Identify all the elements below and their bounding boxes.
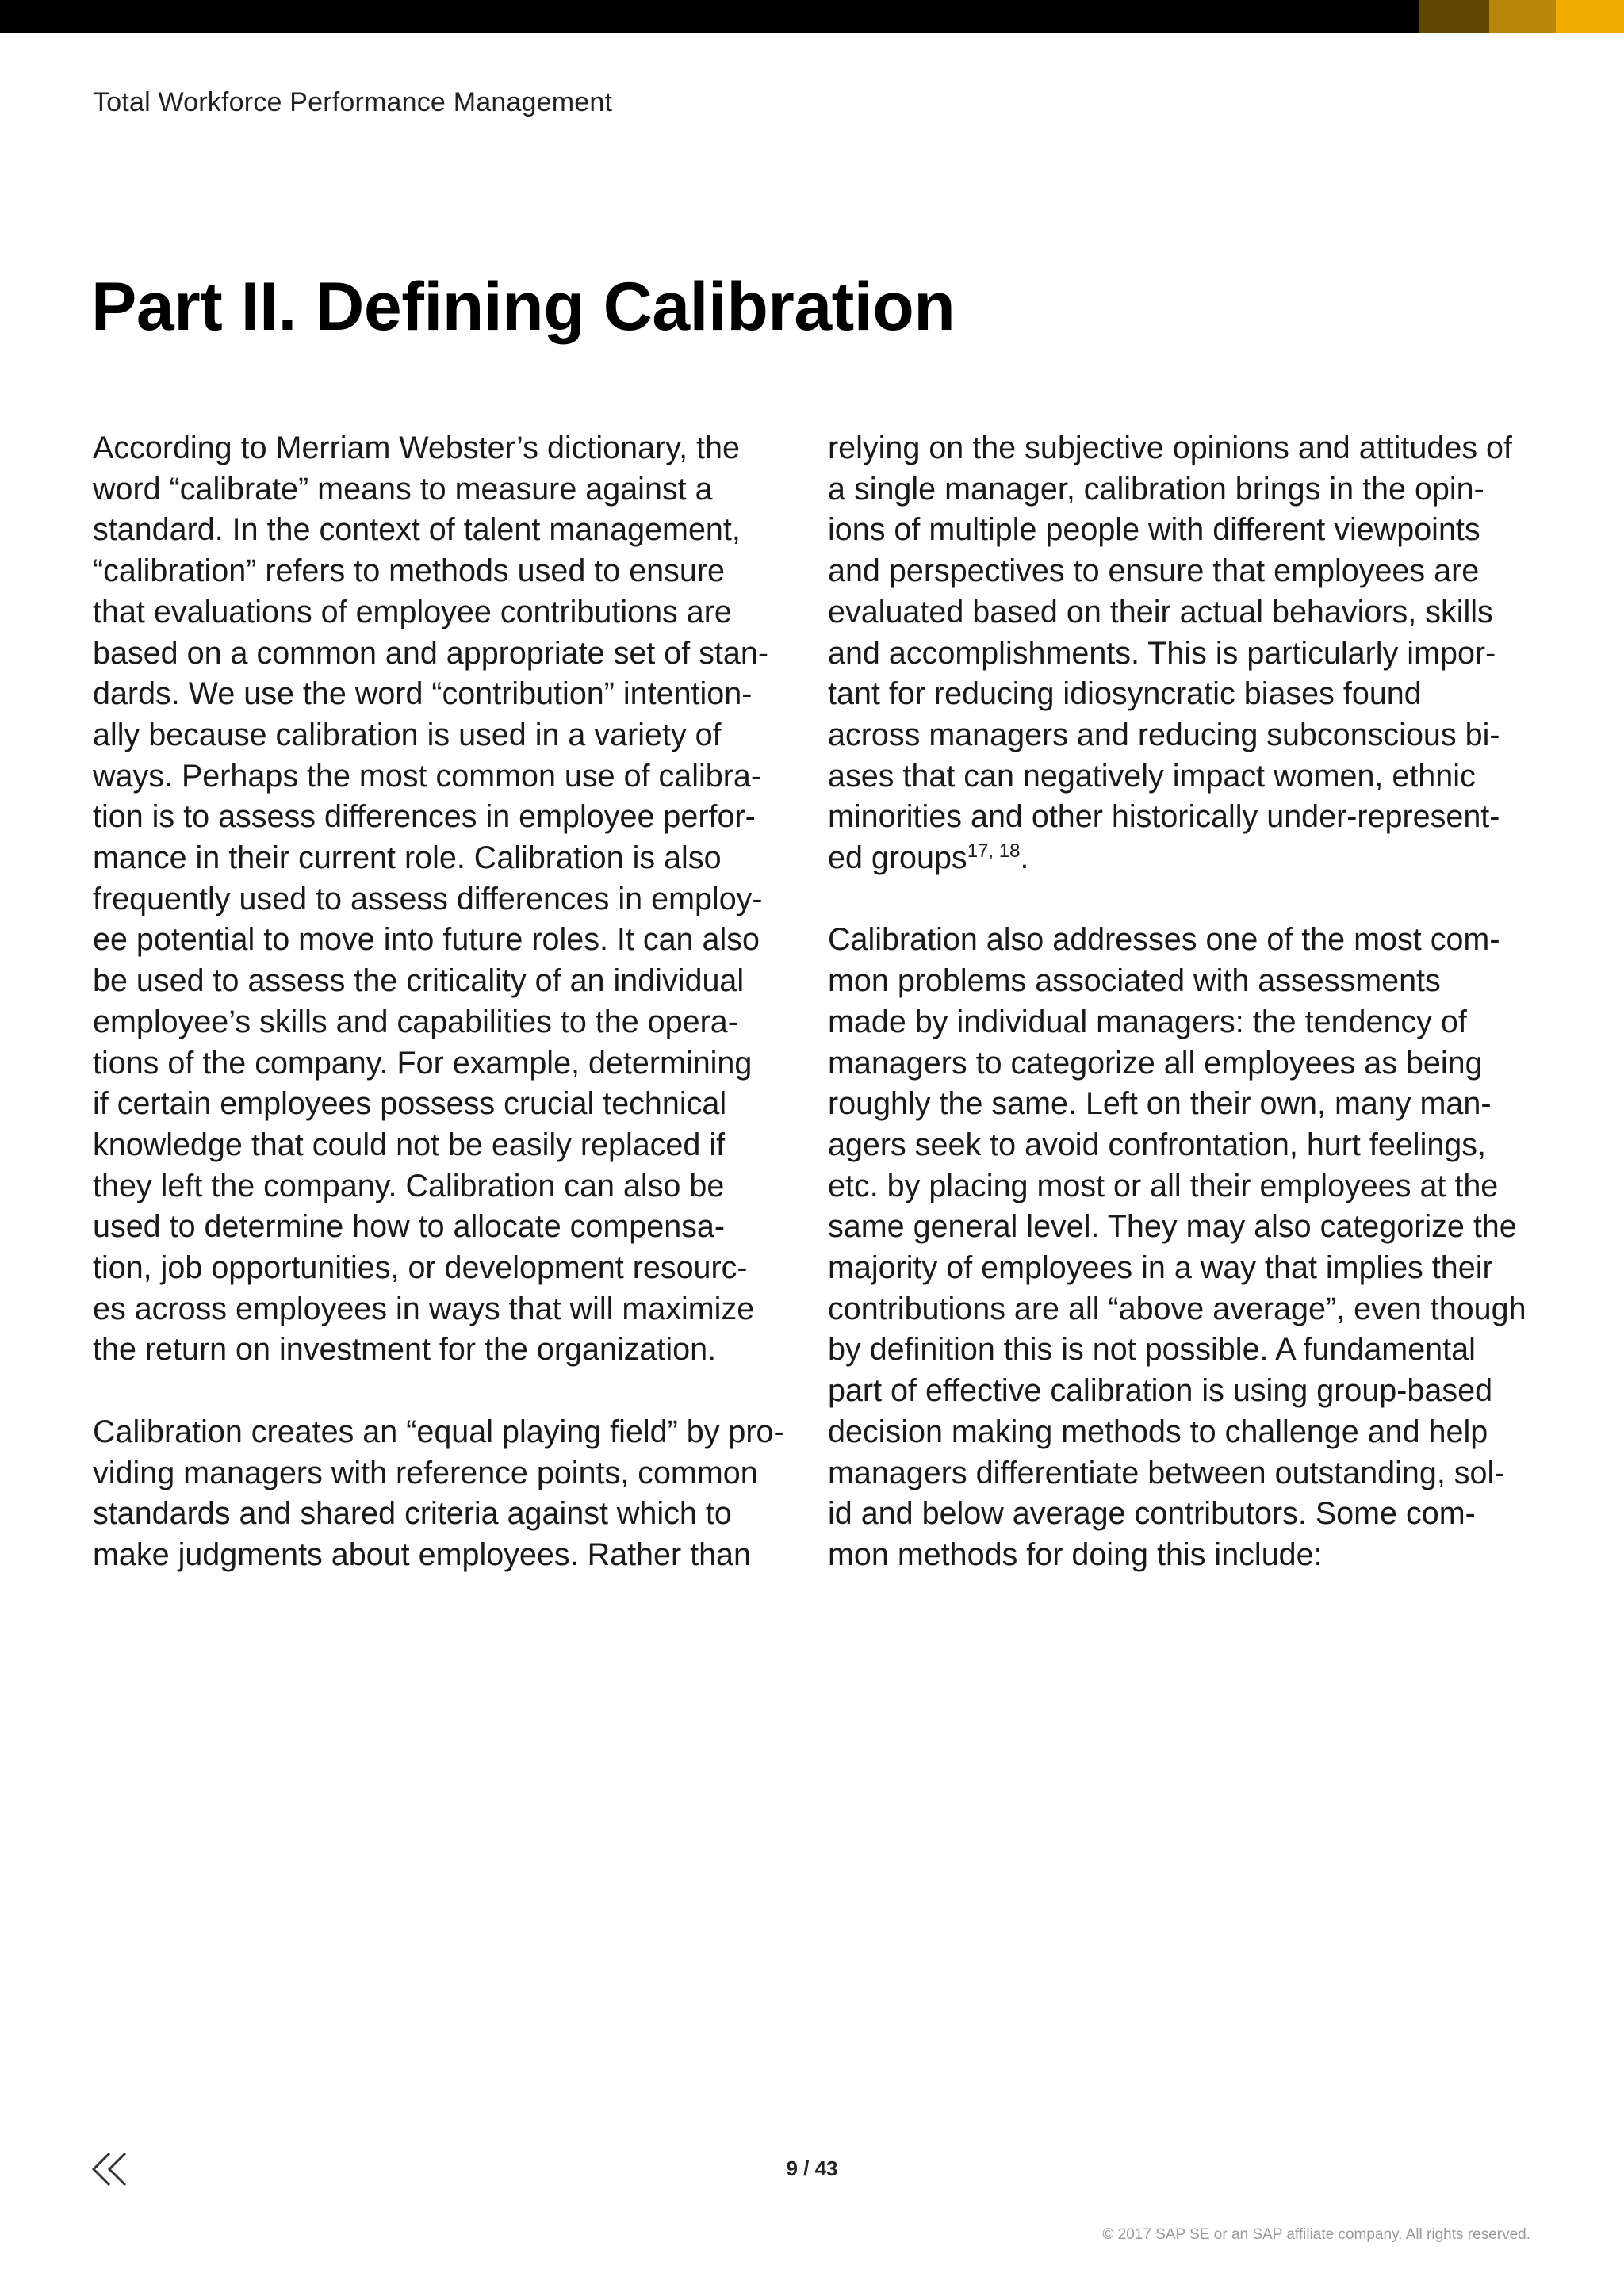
text-line: roughly the same. Left on their own, many man-	[828, 1086, 1492, 1122]
text-line: the return on investment for the organization.	[93, 1332, 717, 1368]
text-line: tant for reducing idiosyncratic biases found	[828, 676, 1422, 712]
text-line: make judgments about employees. Rather than	[93, 1536, 751, 1572]
paragraph-gap	[828, 879, 1534, 920]
text-line: dards. We use the word “contribution” intention-	[93, 676, 753, 712]
text-line: relying on the subjective opinions and attitudes of	[828, 430, 1512, 465]
text-line: and perspectives to ensure that employees are	[828, 553, 1480, 589]
accent-segment-2	[1489, 0, 1556, 33]
text-line: and accomplishments. This is particularly impor-	[828, 635, 1496, 671]
text-line: used to determine how to allocate compensa-	[93, 1209, 726, 1245]
text-line: by definition this is not possible. A fundamental	[828, 1332, 1476, 1368]
text-line: tion is to assess differences in employee perfor-	[93, 799, 756, 835]
text-line: they left the company. Calibration can also be	[93, 1168, 725, 1203]
top-color-bar	[0, 0, 1624, 33]
right-column	[828, 428, 1534, 1576]
text-line: “calibration” refers to methods used to ensure	[93, 553, 725, 589]
footnote-references[interactable]: 17, 18	[967, 840, 1021, 863]
text-line: ways. Perhaps the most common use of calibra-	[93, 758, 762, 794]
accent-segment-1	[1419, 0, 1489, 33]
text-line: etc. by placing most or all their employees at the	[828, 1168, 1499, 1203]
text-line: based on a common and appropriate set of stan-	[93, 635, 768, 671]
text-line: if certain employees possess crucial technical	[93, 1086, 727, 1122]
text-line: standard. In the context of talent management,	[93, 512, 741, 548]
text-line: ally because calibration is used in a variety of	[93, 717, 722, 752]
text-line: decision making methods to challenge and help	[828, 1414, 1488, 1449]
text-line: employee’s skills and capabilities to the opera-	[93, 1004, 738, 1039]
text-line: es across employees in ways that will maximize	[93, 1291, 755, 1326]
text-line: agers seek to avoid confrontation, hurt feelings,	[828, 1127, 1487, 1162]
text-line: tion, job opportunities, or development resourc-	[93, 1250, 748, 1286]
text-line: managers to categorize all employees as being	[828, 1045, 1483, 1081]
text-line: part of effective calibration is using group-based	[828, 1373, 1493, 1409]
text-line: ions of multiple people with different viewpoints	[828, 512, 1480, 548]
text-line: across managers and reducing subconscious bi-	[828, 717, 1500, 752]
left-column	[93, 428, 799, 1576]
paragraph-gap	[93, 1371, 799, 1412]
text-line: mance in their current role. Calibration is also	[93, 840, 722, 876]
text-line: made by individual managers: the tendency of	[828, 1004, 1467, 1039]
text-line: ee potential to move into future roles. It can also	[93, 922, 760, 958]
text-line: evaluated based on their actual behaviors, skills	[828, 594, 1493, 629]
text-line: ases that can negatively impact women, ethnic	[828, 758, 1476, 794]
text-line: According to Merriam Webster’s dictionary, the	[93, 430, 740, 465]
text-line: word “calibrate” means to measure against a	[93, 471, 713, 507]
text-line: mon problems associated with assessments	[828, 963, 1441, 999]
left-paragraph-2	[93, 1412, 799, 1576]
right-paragraph-1	[828, 428, 1534, 838]
text-line: be used to assess the criticality of an individual	[93, 963, 745, 999]
right-paragraph-1-last-line	[828, 838, 1534, 879]
copyright-notice: © 2017 SAP SE or an SAP affiliate company. All rights reserved.	[1102, 2226, 1530, 2243]
text-line: same general level. They may also categorize the	[828, 1209, 1517, 1245]
text-line: minorities and other historically under-represent-	[828, 799, 1500, 835]
right-paragraph-2	[828, 920, 1534, 1575]
text-line: id and below average contributors. Some com-	[828, 1496, 1476, 1532]
text-line: viding managers with reference points, common	[93, 1455, 758, 1490]
accent-segment-3	[1556, 0, 1624, 33]
text-line: a single manager, calibration brings in the opin-	[828, 471, 1484, 507]
running-header: Total Workforce Performance Management	[93, 87, 613, 117]
left-paragraph-1	[93, 428, 799, 1371]
text-line: contributions are all “above average”, even though	[828, 1291, 1526, 1326]
last-line-period: .	[1020, 840, 1029, 876]
text-line: that evaluations of employee contributions are	[93, 594, 732, 629]
last-line-text: ed groups	[828, 840, 967, 876]
text-line: frequently used to assess differences in employ-	[93, 881, 763, 916]
text-line: tions of the company. For example, determining	[93, 1045, 753, 1081]
text-line: Calibration creates an “equal playing field” by pro-	[93, 1414, 784, 1449]
text-line: managers differentiate between outstanding, sol-	[828, 1455, 1505, 1490]
page-number: 9 / 43	[786, 2156, 838, 2180]
text-line: standards and shared criteria against which to	[93, 1496, 732, 1532]
text-line: mon methods for doing this include:	[828, 1536, 1323, 1572]
text-line: majority of employees in a way that implies their	[828, 1250, 1493, 1286]
text-line: knowledge that could not be easily replaced if	[93, 1127, 726, 1162]
page-title: Part II. Defining Calibration	[91, 269, 956, 345]
text-line: Calibration also addresses one of the most com-	[828, 922, 1500, 958]
